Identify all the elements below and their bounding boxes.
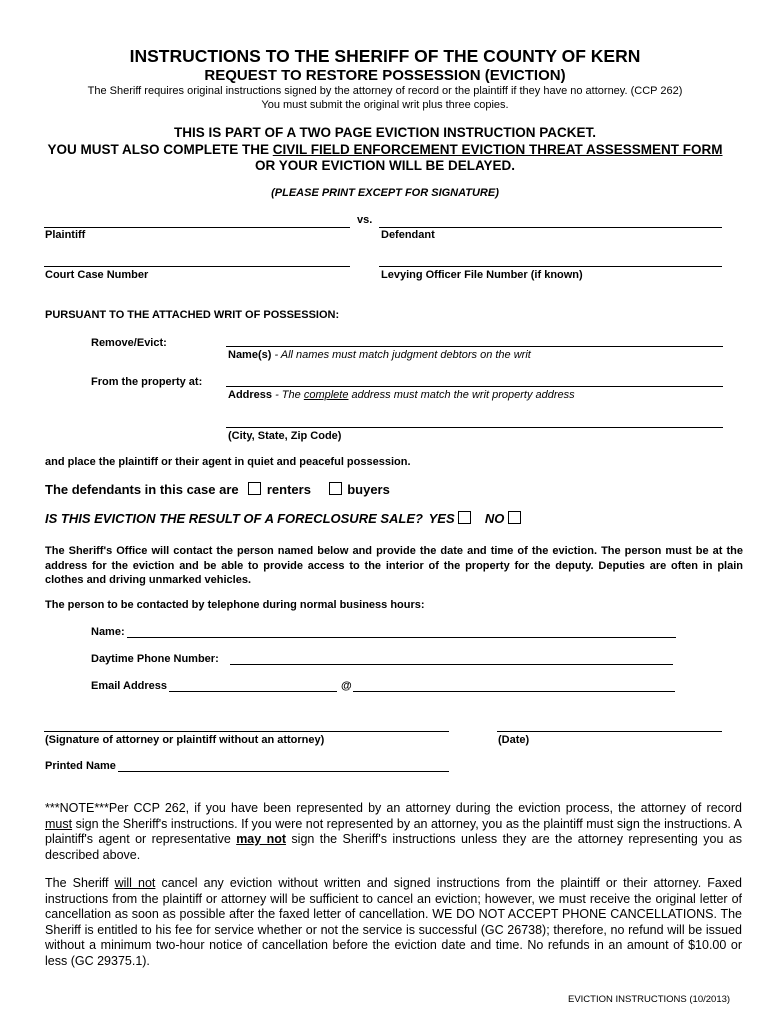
cancellation-paragraph xyxy=(45,876,742,969)
note-text-2: sign the Sheriff's instructions. If you were not represented by an attorney, you as the plaintiff must sign the instructions. A plaintiff's agent or representative xyxy=(45,816,742,846)
place-possession-text: and place the plaintiff or their agent in quiet and peaceful possession. xyxy=(45,456,411,468)
renters-label: renters xyxy=(266,482,311,497)
buyers-checkbox[interactable] xyxy=(329,482,342,495)
contact-name-field[interactable] xyxy=(127,637,676,638)
defendants-row xyxy=(45,482,390,497)
names-field[interactable] xyxy=(226,346,723,347)
defendant-label: Defendant xyxy=(381,229,435,241)
foreclosure-no-label: NO xyxy=(484,511,505,526)
address-field[interactable] xyxy=(226,386,723,387)
address-label-row xyxy=(228,389,575,401)
packet-notice-1: THIS IS PART OF A TWO PAGE EVICTION INSTRUCTION PACKET. xyxy=(173,125,596,140)
cancel-text-2: cancel any eviction without written and signed instructions from the plaintiff or their attorney. Faxed instructions from the plaintiff or attorney will be sufficient to cancel an eviction; however, we must receive the original letter of cancellation as soon as possible after the faxed letter of cancellation. WE DO NOT ACCEPT PHONE CANCELLATIONS. The Sheriff is entitled to his fee for service whether or not the service is successful (GC 26738); therefore, no refund will be issued without a minimum two-hour notice of cancellation before the eviction date and time. No refunds in an amount of $10.00 or less (GC 29375.1). xyxy=(45,876,742,968)
contact-paragraph: The Sheriff's Office will contact the person named below and provide the date and time of the eviction. The person must be at the address for the eviction and be able to provide access to the interior of the property for the deputy. Deputies are often in plain clothes and driving unmarked vehicles. xyxy=(45,545,743,586)
email-user-field[interactable] xyxy=(169,691,337,692)
contact-name-label: Name: xyxy=(91,626,125,638)
phone-heading: The person to be contacted by telephone during normal business hours: xyxy=(45,599,425,611)
signature-label: (Signature of attorney or plaintiff without an attorney) xyxy=(45,734,325,746)
defendants-label: The defendants in this case are xyxy=(45,482,239,497)
cancel-text-1: The Sheriff xyxy=(45,876,115,890)
defendant-field[interactable] xyxy=(379,227,722,228)
city-state-zip-label: (City, State, Zip Code) xyxy=(228,430,342,442)
remove-evict-label: Remove/Evict: xyxy=(91,337,167,349)
address-hint-3: address must match the writ property address xyxy=(348,389,575,401)
levying-officer-label: Levying Officer File Number (if known) xyxy=(381,269,583,281)
names-hint: - All names must match judgment debtors on the writ xyxy=(271,349,531,361)
foreclosure-question: IS THIS EVICTION THE RESULT OF A FORECLOSURE SALE? xyxy=(45,511,423,526)
foreclosure-no-checkbox[interactable] xyxy=(508,511,521,524)
address-label: Address xyxy=(228,389,273,401)
names-label: Name(s) xyxy=(228,349,272,361)
foreclosure-row xyxy=(45,511,521,526)
note-may-not: may not xyxy=(236,832,287,846)
note-text-1: ***NOTE***Per CCP 262, if you have been represented by an attorney during the eviction process, the attorney of record xyxy=(45,801,742,815)
renters-checkbox[interactable] xyxy=(248,482,261,495)
form-title: INSTRUCTIONS TO THE SHERIFF OF THE COUNTY OF KERN xyxy=(129,46,641,66)
court-case-number-field[interactable] xyxy=(44,266,350,267)
packet-notice-2-prefix: YOU MUST ALSO COMPLETE THE xyxy=(47,142,273,157)
form-subtitle: REQUEST TO RESTORE POSSESSION (EVICTION) xyxy=(204,67,566,84)
threat-assessment-form-link: CIVIL FIELD ENFORCEMENT EVICTION THREAT ASSESSMENT FORM xyxy=(272,142,723,157)
plaintiff-field[interactable] xyxy=(44,227,350,228)
address-hint-complete: complete xyxy=(303,389,349,401)
from-property-label: From the property at: xyxy=(91,376,203,388)
daytime-phone-label: Daytime Phone Number: xyxy=(91,653,219,665)
plaintiff-label: Plaintiff xyxy=(45,229,86,241)
signature-field[interactable] xyxy=(44,731,449,732)
note-paragraph xyxy=(45,801,742,863)
date-label: (Date) xyxy=(498,734,530,746)
email-at-sign: @ xyxy=(341,680,352,692)
printed-name-field[interactable] xyxy=(118,771,449,772)
names-label-row xyxy=(228,349,531,361)
address-hint-1: - The xyxy=(272,389,304,401)
packet-notice-2 xyxy=(0,142,770,157)
foreclosure-yes-label: YES xyxy=(428,511,455,526)
email-domain-field[interactable] xyxy=(353,691,675,692)
buyers-label: buyers xyxy=(347,482,390,497)
court-case-number-label: Court Case Number xyxy=(45,269,149,281)
pursuant-heading: PURSUANT TO THE ATTACHED WRIT OF POSSESSION: xyxy=(45,309,340,321)
note-must: must xyxy=(45,816,73,831)
levying-officer-file-field[interactable] xyxy=(379,266,722,267)
cancel-will-not: will not xyxy=(114,876,156,890)
note-text-3: sign the Sheriff's instructions unless they are the attorney representing you as described above. xyxy=(45,832,742,862)
form-code: EVICTION INSTRUCTIONS (10/2013) xyxy=(568,994,731,1005)
packet-notice-3: OR YOUR EVICTION WILL BE DELAYED. xyxy=(254,158,516,173)
email-label: Email Address xyxy=(91,680,168,692)
foreclosure-yes-checkbox[interactable] xyxy=(458,511,471,524)
printed-name-label: Printed Name xyxy=(45,760,116,772)
daytime-phone-field[interactable] xyxy=(230,664,673,665)
city-state-zip-field[interactable] xyxy=(226,427,723,428)
date-field[interactable] xyxy=(497,731,722,732)
print-note: (PLEASE PRINT EXCEPT FOR SIGNATURE) xyxy=(271,187,499,199)
header-note-2: You must submit the original writ plus three copies. xyxy=(261,99,509,111)
header-note-1: The Sheriff requires original instructions signed by the attorney of record or the plaintiff if they have no attorney. (CCP 262) xyxy=(87,85,683,97)
vs-label: vs. xyxy=(357,214,373,226)
